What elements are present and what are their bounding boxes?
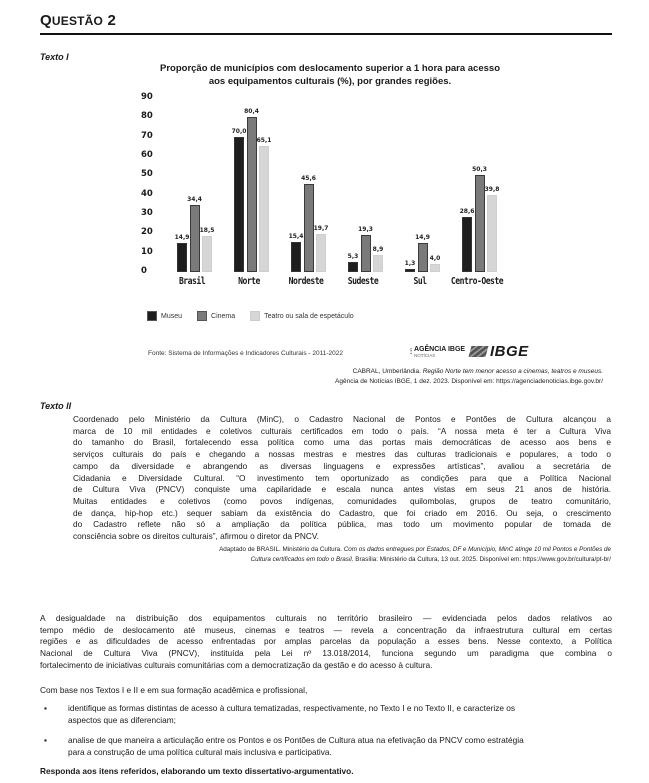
legend-item-cinema xyxy=(197,311,235,321)
texto-ii-line: do Cadastro reflete não só a ampliação da política pública, mas todo um movimento popular de tomada de xyxy=(73,519,611,530)
texto-ii-line: Muitas entidades e coletivos (como povos indígenas, comunidades quilombolas, grupos de teatro comunitário, xyxy=(73,495,611,506)
bullet-2-line2: para a construção de uma política cultural mais inclusiva e participativa. xyxy=(68,746,332,757)
bar-value-label: 19,3 xyxy=(358,225,373,233)
bullet-icon: ▪ xyxy=(44,703,47,713)
category-label: Sul xyxy=(413,276,427,287)
bullet-1-line1: identifique as formas distintas de acesso à cultura tematizadas, respectivamente, no Texto I e no Texto II, e caracterize os xyxy=(68,703,516,713)
bar-value-label: 14,9 xyxy=(174,234,190,242)
bar-brasil-cinema xyxy=(190,205,200,272)
question-title-prefix: Q xyxy=(40,12,52,29)
bar-value-label: 39,8 xyxy=(484,186,500,194)
question-title-smallcaps: UESTÃO xyxy=(51,14,104,28)
bar-brasil-teatro xyxy=(202,236,212,272)
prompt-intro: Com base nos Textos I e II e em sua formação acadêmica e profissional, xyxy=(40,685,308,695)
citation2-rest: . Brasília: Ministério da Cultura, 13 out. 2025. Disponível em: https://www.gov.br/cultura/pt-br/ xyxy=(351,555,611,563)
bar-value-label: 28,6 xyxy=(459,207,475,215)
bar-sul-museu xyxy=(405,269,415,272)
texto-ii-line: de Cultura Viva (PNCV) conquiste uma capilaridade e escala nunca antes vistas em seus 21 anos de história. xyxy=(73,484,611,495)
citation2-line1 xyxy=(60,545,611,555)
bar-value-label: 70,0 xyxy=(231,127,247,135)
texto-ii-line: serviços culturais do país e chegando a nossas mestras e mestres das culturas tradicionais e populares, a todo o xyxy=(73,449,611,460)
bar-norte-museu xyxy=(234,137,244,272)
bar-chart xyxy=(0,0,649,300)
bar-value-label: 65,1 xyxy=(256,137,272,145)
legend-item-museu xyxy=(147,311,182,321)
bar-sudeste-museu xyxy=(348,262,358,272)
bullet-item-2 xyxy=(40,735,612,758)
citation-line2: Agência de Notícias IBGE, 1 dez. 2023. Disponível em: https://agenciadenoticias.ibge.gov.br/ xyxy=(335,378,603,385)
y-tick-label: 20 xyxy=(141,227,153,238)
citation2-source: Adaptado de BRASIL. Ministério da Cultura. xyxy=(219,546,344,553)
y-tick-label: 40 xyxy=(141,188,153,199)
legend-label-museu: Museu xyxy=(161,312,183,320)
question-number: 2 xyxy=(107,12,117,29)
citation-author: CABRAL, Umberlândia. xyxy=(352,368,423,375)
category-label: Nordeste xyxy=(288,276,324,287)
bar-value-label: 1,3 xyxy=(404,260,416,268)
texto-ii-line: campo da diversidade e abrangendo as diversas linguagens e expressões artísticas”, avaliou a secretária de xyxy=(73,460,611,471)
legend-item-teatro xyxy=(250,311,354,321)
chart-legend xyxy=(147,311,369,321)
agencia-ibge-sub: NOTÍCIAS xyxy=(414,353,436,358)
bar-brasil-museu xyxy=(177,243,187,272)
bullet-text-2 xyxy=(68,735,524,758)
category-label: Brasil xyxy=(178,276,206,287)
bar-value-label: 34,4 xyxy=(187,196,202,204)
texto-ii-line: de dança, hip-hop etc.) sequer sabiam da existência do Cadastro, que foi criado em 2016. Ou seja, o crescimento xyxy=(73,507,611,518)
texto-ii-line: marca de 10 mil entidades e coletivos culturais certificados em todo o país. “A nossa meta é ter a Cultura Viva xyxy=(73,425,611,436)
prompt-body xyxy=(40,613,612,672)
ibge-mark-icon xyxy=(469,346,489,357)
bar-centro-oeste-museu xyxy=(462,217,472,272)
legend-label-cinema: Cinema xyxy=(211,312,236,320)
antenna-icon: ⫶ xyxy=(410,347,412,356)
category-label: Sudeste xyxy=(347,276,379,287)
bar-value-label: 50,3 xyxy=(472,165,487,173)
y-tick-label: 80 xyxy=(141,111,153,122)
bar-value-label: 14,9 xyxy=(415,234,430,242)
bar-nordeste-museu xyxy=(291,242,301,272)
bar-norte-teatro xyxy=(259,146,269,272)
category-label: Norte xyxy=(238,276,260,287)
chart-title-line2: aos equipamentos culturais (%), por grandes regiões. xyxy=(208,75,452,87)
texto-ii-line: do tamanho do Brasil, fortalecendo essa política como uma das portas mais democráticas de acesso aos bens e xyxy=(73,437,611,448)
prompt-line: regiões e as dificuldades de acesso enfrentadas por amplas parcelas da população a esses bens. Nesse contexto, a Política xyxy=(40,636,612,647)
citation2-title-a: Com os dados entregues por Estados, DF e Município, MinC atinge 10 mil Pontos e Pontões de xyxy=(343,546,611,553)
agencia-ibge-logo xyxy=(410,346,465,358)
ibge-logo-text: IBGE xyxy=(490,343,529,360)
texto-ii-line: Coordenado pelo Ministério da Cultura (MinC), o Cadastro Nacional de Pontos e Pontões de Cultura alcançou a xyxy=(73,414,611,424)
bar-value-label: 80,4 xyxy=(244,107,259,115)
legend-swatch-cinema xyxy=(197,311,207,321)
bar-nordeste-teatro xyxy=(316,234,326,272)
texto-ii-citation xyxy=(60,545,611,564)
bullet-item-1 xyxy=(40,703,612,726)
texto-ii-body xyxy=(73,414,611,543)
citation-line1 xyxy=(83,367,603,377)
legend-swatch-museu xyxy=(147,311,157,321)
prompt-line: fortalecimento de iniciativas culturais comunitárias com a democratização da gestão e do acesso à cultura. xyxy=(40,659,433,670)
y-tick-label: 70 xyxy=(141,130,153,141)
texto-i-citation xyxy=(83,367,603,387)
bar-centro-oeste-teatro xyxy=(487,195,497,272)
bullet-text-1 xyxy=(68,703,515,726)
bar-value-label: 18,5 xyxy=(199,227,215,235)
y-tick-label: 50 xyxy=(141,169,153,180)
y-tick-label: 90 xyxy=(141,92,153,102)
bar-value-label: 5,3 xyxy=(347,252,359,260)
chart-title-line1: Proporção de municípios com deslocamento superior a 1 hora para acesso xyxy=(160,63,500,74)
ibge-logo xyxy=(470,343,529,360)
bar-sul-teatro xyxy=(430,264,440,272)
texto-ii-line: Cidadania e Diversidade Cultural. “O investimento tem oportunizado as condições para que a Política Nacional xyxy=(73,472,611,483)
bullet-2-line1: analise de que maneira a articulação entre os Pontos e os Pontões de Cultura atua na efetivação da PNCV como estratégia xyxy=(68,735,524,745)
bullet-icon: ▪ xyxy=(44,735,47,745)
texto-ii-label: Texto II xyxy=(40,401,72,411)
bullet-1-line2: aspectos que as diferenciam; xyxy=(68,714,176,725)
prompt-line: A desigualdade na distribuição dos equipamentos culturais no território brasileiro — evidenciada pelos dados relativos ao xyxy=(40,613,612,623)
y-tick-label: 60 xyxy=(141,150,153,160)
bar-value-label: 8,9 xyxy=(372,245,384,253)
y-tick-label: 30 xyxy=(141,208,153,218)
bar-value-label: 4,0 xyxy=(429,255,441,263)
bar-value-label: 45,6 xyxy=(301,174,316,182)
final-instruction: Responda aos itens referidos, elaborando um texto dissertativo-argumentativo. xyxy=(40,766,354,776)
prompt-line: Nacional de Cultura Viva (PNCV), instituída pela Lei nº 13.018/2014, funciona segundo um paradigma que combina o xyxy=(40,648,612,659)
citation2-title-b: Cultura certificados em todo o Brasil xyxy=(250,555,352,563)
legend-swatch-teatro xyxy=(250,311,260,321)
chart-source: Fonte: Sistema de Informações e Indicadores Culturais - 2011-2022 xyxy=(148,350,343,357)
legend-label-teatro: Teatro ou sala de espetáculo xyxy=(264,312,354,320)
bar-value-label: 15,4 xyxy=(288,233,304,241)
category-label: Centro-Oeste xyxy=(450,276,504,287)
bar-value-label: 19,7 xyxy=(313,224,329,232)
y-tick-label: 0 xyxy=(141,266,147,276)
bar-sudeste-teatro xyxy=(373,255,383,272)
bar-sudeste-cinema xyxy=(361,235,371,272)
prompt-line: tempo médio de deslocamento até museus, cinemas e teatros — revela a concentração da infraestrutura cultural em certas xyxy=(40,624,612,635)
texto-ii-line: consciência sobre os direitos culturais”, afirmou o diretor da PNCV. xyxy=(73,531,319,542)
citation-title: Região Norte tem menor acesso a cinemas, teatros e museus. xyxy=(422,368,603,375)
agencia-ibge-title: AGÊNCIA IBGE xyxy=(414,346,466,353)
texto-i-label: Texto I xyxy=(40,52,69,62)
y-tick-label: 10 xyxy=(141,246,153,257)
agencia-ibge-text xyxy=(414,346,465,358)
citation2-line2 xyxy=(60,555,611,565)
